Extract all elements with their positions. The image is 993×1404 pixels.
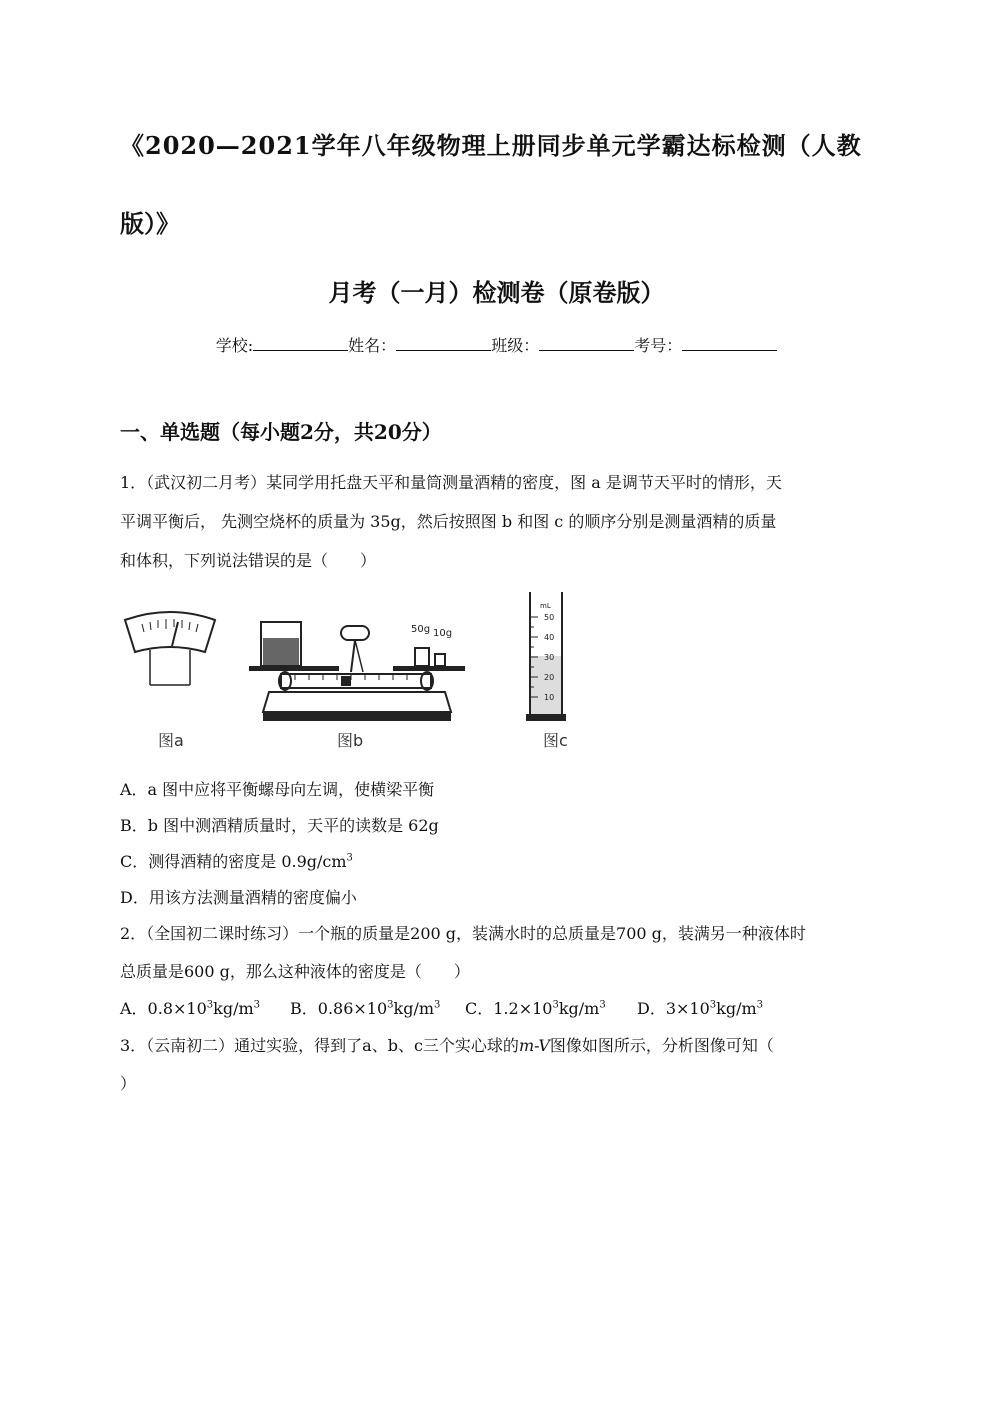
q2-line2: 总质量是600 g，那么这种液体的密度是（ ） [120, 962, 470, 981]
figure-c-caption: 图c [543, 731, 568, 750]
figure-b-balance-diagram [245, 612, 470, 724]
figure-c-cylinder-diagram [522, 590, 572, 722]
figure-a-caption: 图a [158, 731, 184, 750]
cylinder-tick-10: 10 [544, 693, 555, 702]
q3-line2: ） [120, 1074, 137, 1093]
q1-option-c [120, 849, 353, 872]
q2-option-c: C．$1.2\times 10^3kg/m^3$ [465, 999, 606, 1018]
q1-line3: 和体积，下列说法错误的是（ ） [120, 551, 377, 570]
q1-option-c-text: C．测得酒精的密度是 0.9g/cm [120, 852, 347, 871]
cylinder-tick-30: 30 [544, 653, 555, 662]
q2-option-b: B．$0.86\times 10^3kg/m^3$ [290, 999, 441, 1018]
section-heading-single-choice: 一、单选题（每小题2分，共20分） [120, 420, 442, 444]
weight-10g-label: 10g [433, 628, 453, 639]
q1-option-c-exponent: 3 [346, 852, 353, 864]
number-label: 考号： [634, 336, 683, 355]
cylinder-unit-label: mL [540, 602, 551, 610]
figure-b-caption: 图b [337, 731, 364, 750]
q3-line1: 3．（云南初二）通过实验，得到了a、b、c三个实心球的m-V图像如图所示，分析图像可知（ [120, 1036, 774, 1055]
name-blank [396, 334, 491, 351]
q2-option-d: D．$3\times 10^3kg/m^3$ [637, 999, 764, 1018]
student-info-line [0, 333, 993, 356]
weight-50g-label: 50g [411, 624, 431, 635]
q2-line1: 2．（全国初二课时练习）一个瓶的质量是200 g，装满水时的总质量是700 g，装满另一种液体时 [120, 924, 806, 943]
school-blank [253, 334, 348, 351]
exam-subtitle: 月考（一月）检测卷（原卷版） [328, 278, 665, 307]
document-title-line1: 《2020—2021学年八年级物理上册同步单元学霸达标检测（人教 [120, 131, 862, 160]
q2-option-a: A．$0.8\times 10^3kg/m^3$ [120, 999, 261, 1018]
q1-line1: 1．（武汉初二月考）某同学用托盘天平和量筒测量酒精的密度，图 a 是调节天平时的情形，天 [120, 473, 782, 492]
name-label: 姓名： [348, 336, 397, 355]
q1-line2: 平调平衡后， 先测空烧杯的质量为 35g，然后按照图 b 和图 c 的顺序分别是测量酒精的质量 [120, 512, 777, 531]
q1-option-d: D．用该方法测量酒精的密度偏小 [120, 888, 357, 907]
number-blank [682, 334, 777, 351]
q1-option-a: A．a 图中应将平衡螺母向左调，使横梁平衡 [120, 780, 435, 799]
class-blank [539, 334, 634, 351]
figure-a-scale-diagram [120, 610, 220, 690]
cylinder-tick-40: 40 [544, 633, 555, 642]
q1-option-b: B．b 图中测酒精质量时，天平的读数是 62g [120, 816, 439, 835]
document-title-line2: 版）》 [120, 209, 180, 238]
school-label: 学校: [215, 336, 254, 355]
cylinder-tick-20: 20 [544, 673, 555, 682]
cylinder-tick-50: 50 [544, 613, 555, 622]
class-label: 班级： [491, 336, 540, 355]
mv-graph-term: m-V [518, 1036, 550, 1055]
